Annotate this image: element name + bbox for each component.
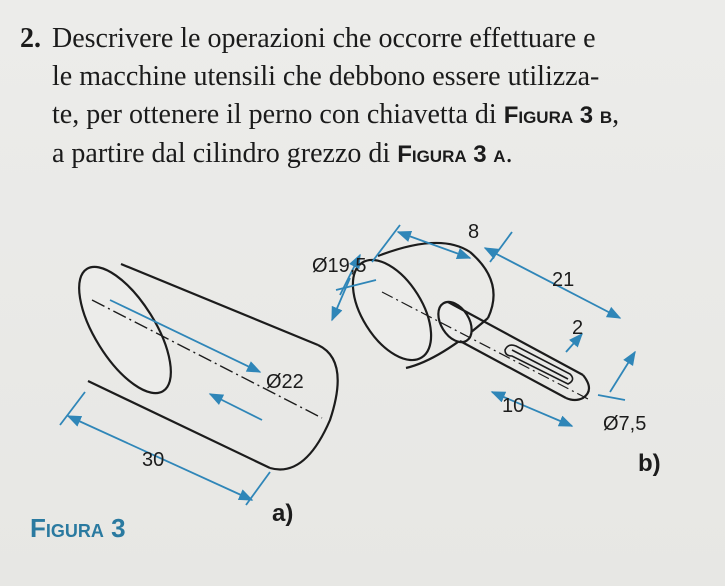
label-b: b) [638,450,661,477]
figure-caption: Figura 3 [30,513,126,543]
exercise-line-2: le macchine utensili che debbono essere utilizza- [52,61,600,92]
dimension-length-30: 30 [142,449,165,471]
label-a: a) [272,500,294,527]
dimension-key-offset-2: 2 [572,317,584,339]
exercise-line-1: 2. Descrivere le operazioni che occorre effettuare e [20,20,710,58]
dimension-length-21: 21 [552,269,575,291]
figure-ref-b: Figura 3 b [503,102,613,129]
dimension-diameter-22: Ø22 [266,371,304,393]
raw-cylinder [61,253,337,469]
figure-ref-a: Figura 3 a [397,141,506,168]
exercise-line-4: a partire dal cilindro grezzo di Figura 3 a. [52,138,513,169]
shaft-pin [431,296,589,400]
exercise-line-3: te, per ottenere il perno con chiavetta di Figura 3 b, [52,99,620,130]
dimension-shoulder-8: 8 [468,221,480,243]
dimension-key-length-10: 10 [502,395,525,417]
dimension-diameter-7-5: Ø7,5 [603,413,647,435]
dimension-diameter-19-5: Ø19,5 [312,255,367,277]
exercise-number: 2. [20,23,41,54]
